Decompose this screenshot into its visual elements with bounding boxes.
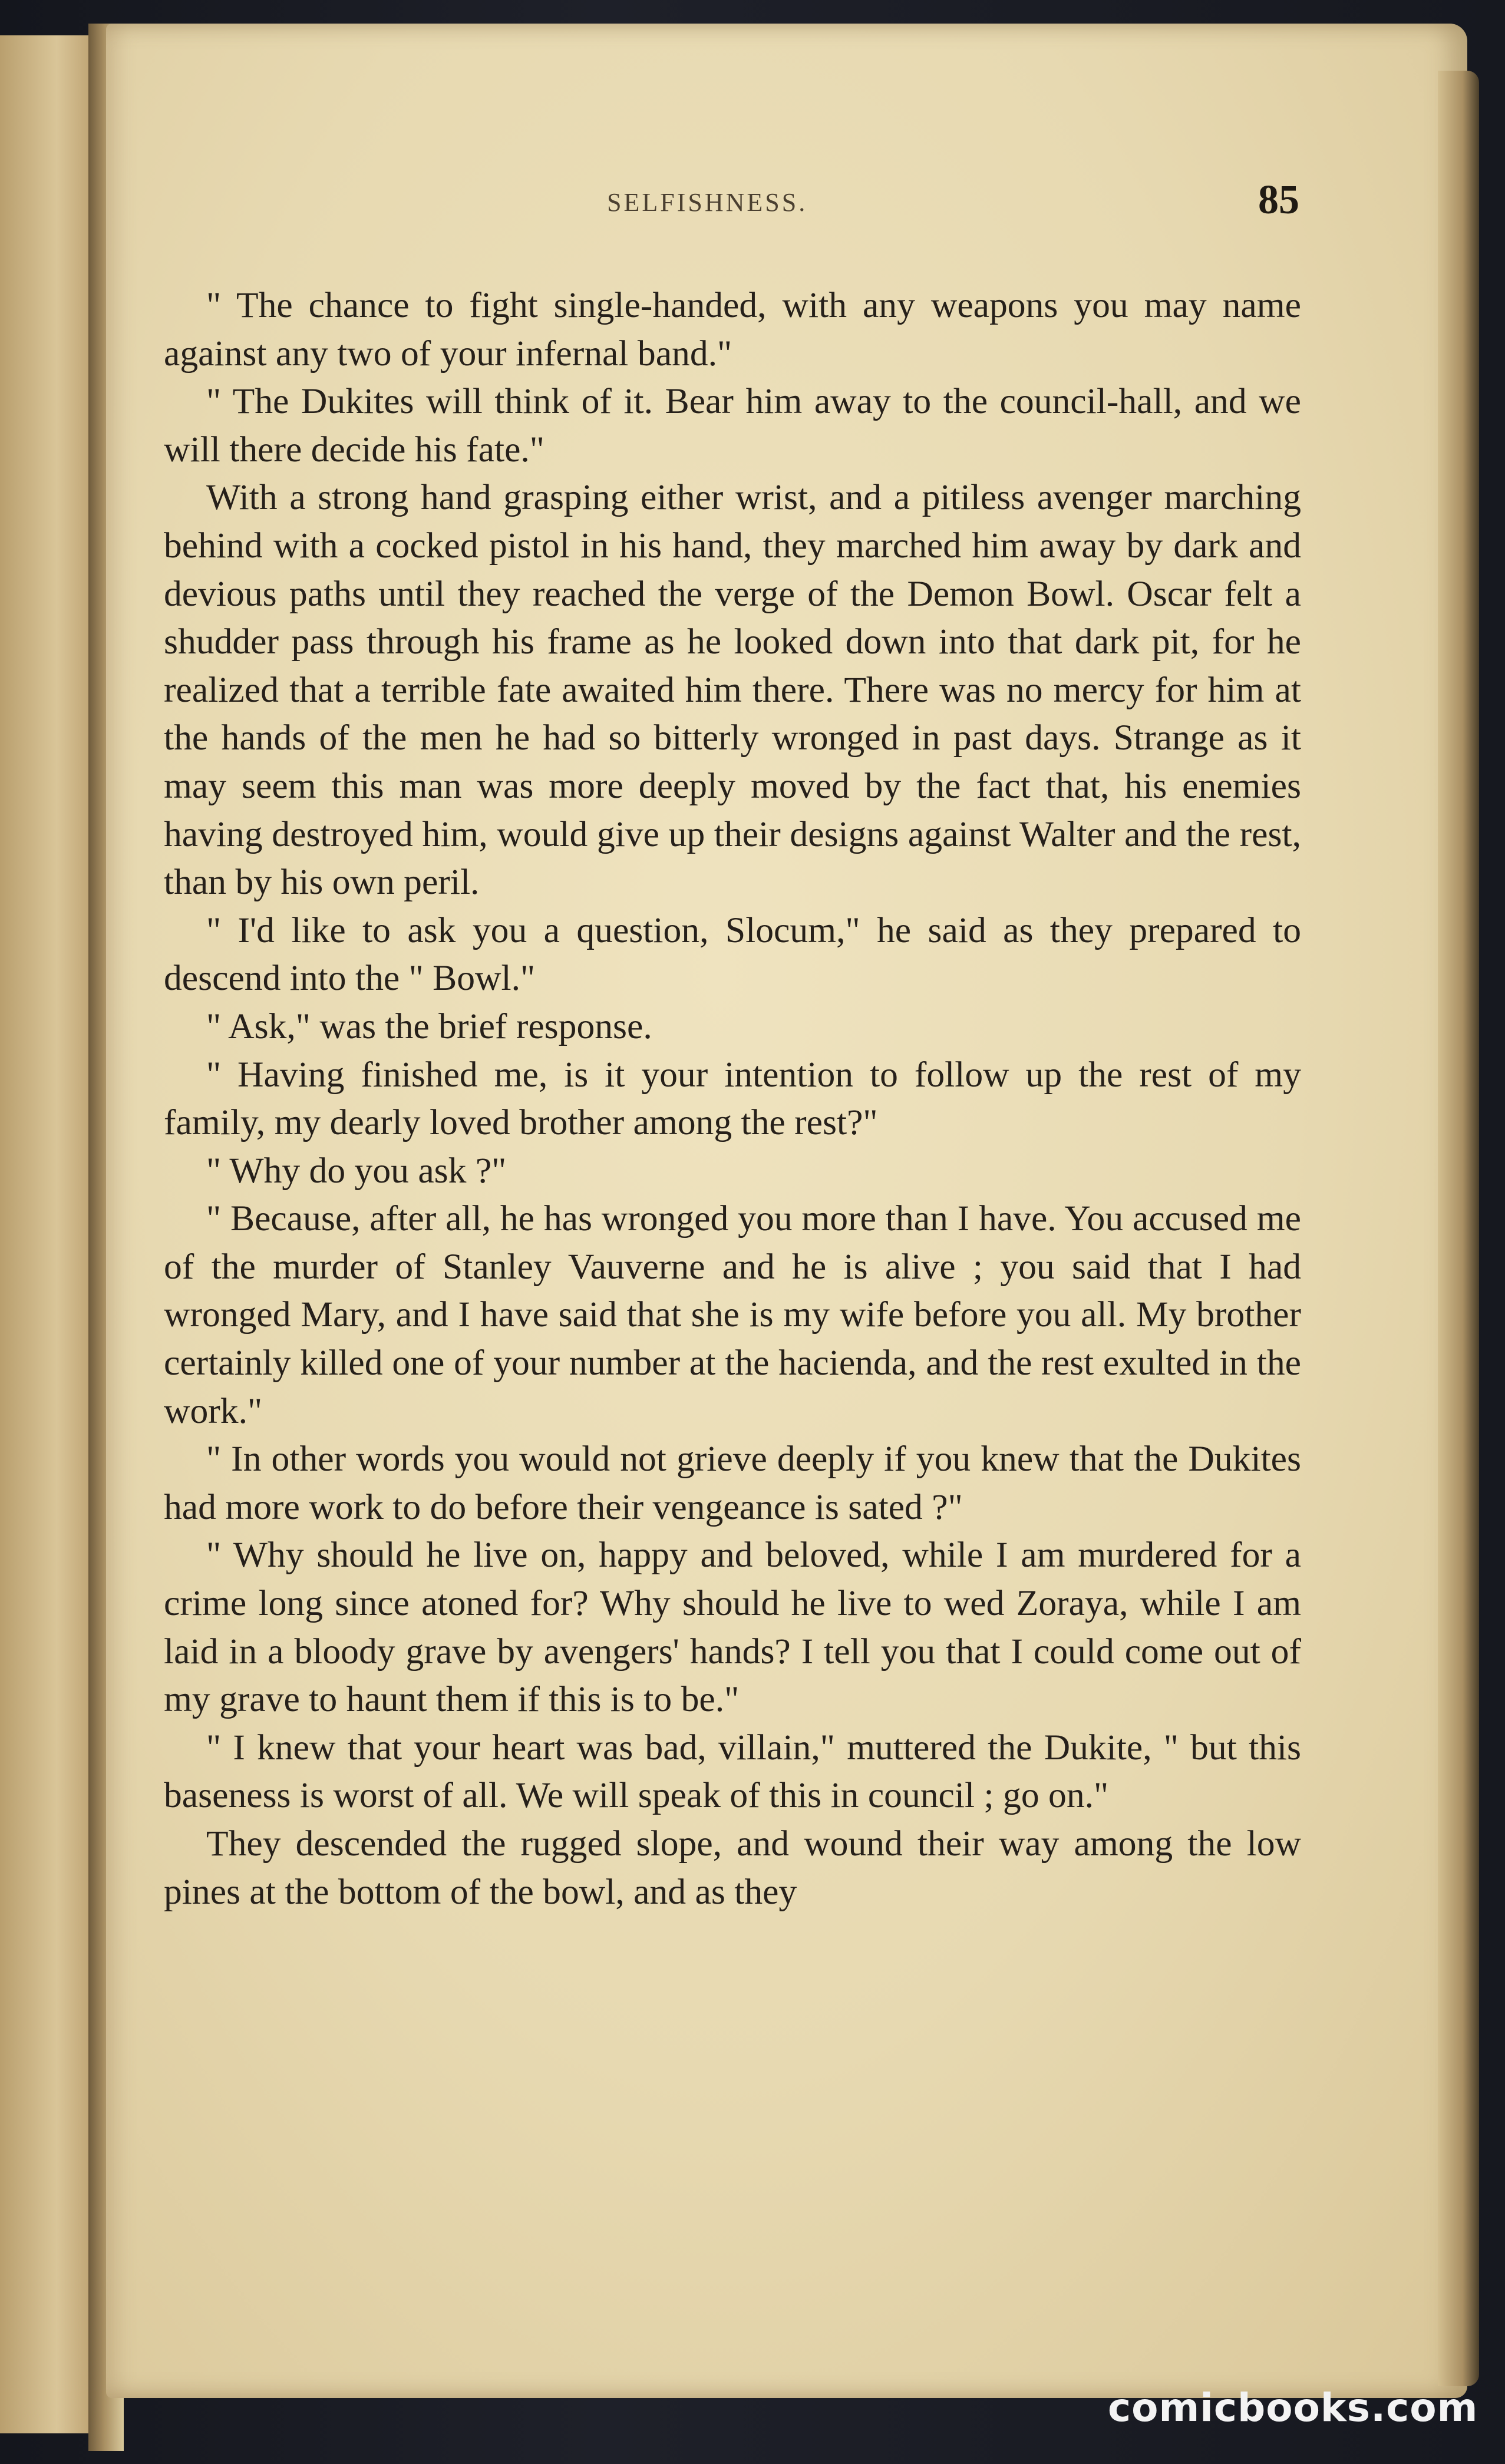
paragraph: " Why do you ask ?" xyxy=(206,1150,507,1191)
paragraph: " I'd like to ask you a question, Slocum," he said as they prepared to descend into the " Bowl." xyxy=(164,910,1301,999)
paragraph: " Having finished me, is it your intention to follow up the rest of my family, my dearly loved brother among the rest?" xyxy=(164,1054,1301,1143)
paragraph: With a strong hand grasping either wrist, and a pitiless avenger marching behind with a cocked pistol in his hand, they marched him away by dark and devious paths until they reached the verge of the Demon Bowl. Oscar felt a shudder pass through his frame as he looked down into that dark pit, for he realized that a terrible fate awaited him there. There was no mercy for him at the hands of the men he had so bitterly wronged in past days. Strange as it may seem this man was more deeply moved by the fact that, his enemies having destroyed him, would give up their designs against Walter and the rest, than by his own peril. xyxy=(164,477,1301,903)
paragraph: " The Dukites will think of it. Bear him away to the council-hall, and we will there decide his fate." xyxy=(164,381,1301,470)
paragraph: " Because, after all, he has wronged you more than I have. You accused me of the murder of Stanley Vauverne and he is alive ; you said that I had wronged Mary, and I have said that she is my wife before you all. My brother certainly killed one of your number at the hacienda, and the rest exulted in the work." xyxy=(164,1198,1301,1431)
page-number: 85 xyxy=(1258,177,1299,223)
paragraph: " I knew that your heart was bad, villain," muttered the Dukite, " but this baseness is worst of all. We will speak of this in council ; go on." xyxy=(164,1727,1301,1816)
paragraph: " In other words you would not grieve deeply if you knew that the Dukites had more work to do before their vengeance is sated ?" xyxy=(164,1439,1301,1527)
paragraph: " Why should he live on, happy and beloved, while I am murdered for a crime long since atoned for? Why should he live to wed Zoraya, while I am laid in a bloody grave by avengers' hands? I tell you that I could come out of my grave to haunt them if this is to be." xyxy=(164,1535,1301,1720)
paragraph: " Ask," was the brief response. xyxy=(206,1006,652,1046)
page-header xyxy=(0,177,1505,230)
page-fore-edge xyxy=(1438,71,1479,2386)
paragraph: They descended the rugged slope, and wound their way among the low pines at the bottom of the bowl, and as they xyxy=(164,1824,1301,1912)
page-body xyxy=(164,282,1301,1916)
paragraph: " The chance to fight single-handed, with any weapons you may name against any two of your infernal band." xyxy=(164,285,1301,374)
running-head: SELFISHNESS. xyxy=(607,188,808,217)
watermark: comicbooks.com xyxy=(1108,2385,1478,2430)
left-page-edge xyxy=(0,35,103,2433)
